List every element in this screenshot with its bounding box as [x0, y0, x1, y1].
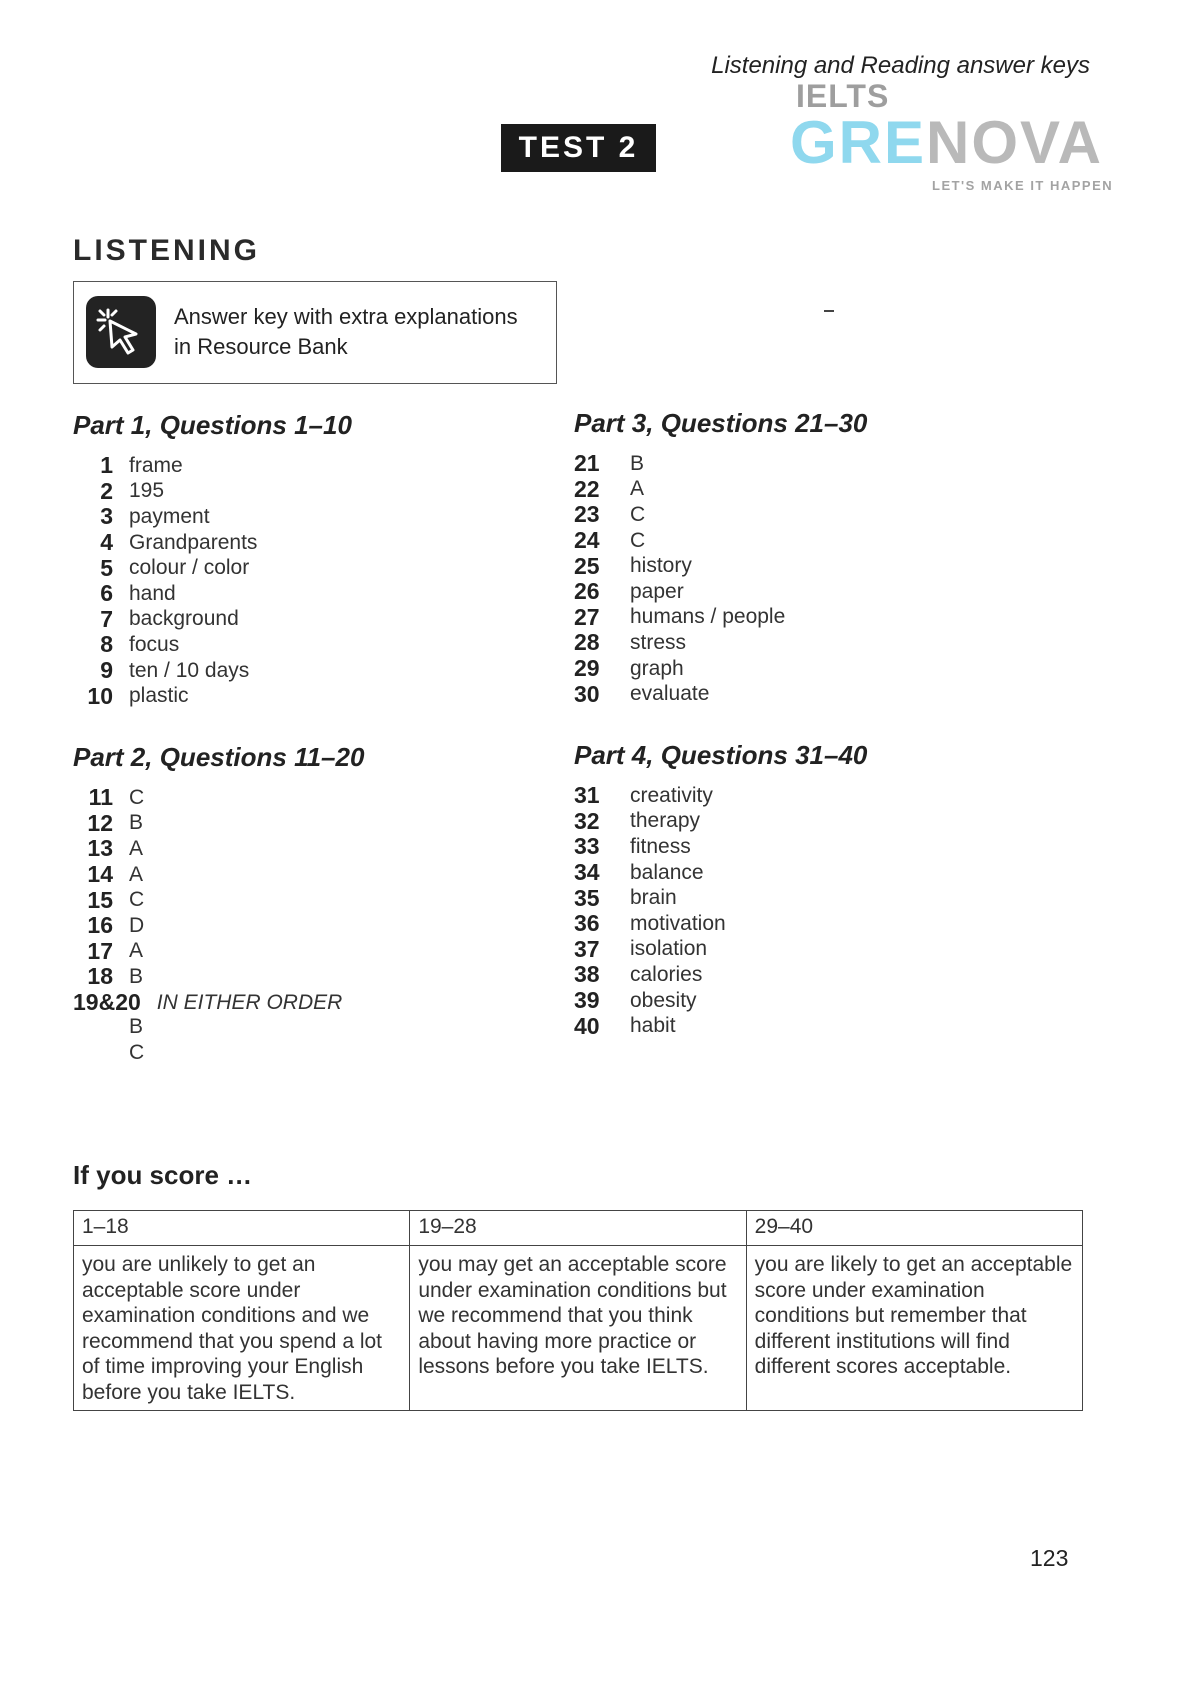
question-number: 12	[87, 809, 113, 836]
list-item	[574, 477, 867, 503]
list-item	[73, 632, 352, 658]
answer: D	[129, 913, 145, 937]
table-header-row	[74, 1211, 1083, 1246]
question-number: 9	[100, 657, 113, 684]
answer: B	[129, 964, 144, 988]
answer: 195	[129, 479, 165, 503]
list-item	[73, 939, 364, 965]
list-item	[574, 809, 867, 835]
either-order-row	[73, 990, 364, 1016]
list-item	[574, 502, 867, 528]
answer: payment	[129, 504, 210, 528]
resource-bank-text	[174, 302, 549, 362]
list-item	[574, 553, 867, 579]
answer: frame	[129, 453, 183, 477]
header-note: Listening and Reading answer keys	[711, 52, 1090, 79]
list-item	[574, 528, 867, 554]
answer: C	[129, 888, 145, 912]
question-number: 35	[574, 884, 600, 911]
list-item	[574, 656, 867, 682]
list-item	[73, 887, 364, 913]
question-number: 3	[100, 503, 113, 530]
answer: A	[129, 836, 144, 860]
list-item	[73, 836, 364, 862]
question-number: 19&20	[73, 989, 141, 1016]
answer: C	[630, 528, 646, 552]
resource-line-1: Answer key with extra explanations	[174, 304, 518, 329]
part2-list	[73, 785, 364, 990]
question-number: 14	[87, 861, 113, 888]
list-item	[574, 885, 867, 911]
part4-title: Part 4, Questions 31–40	[574, 740, 868, 770]
question-number: 10	[87, 682, 113, 709]
logo-tagline: LET'S MAKE IT HAPPEN	[932, 178, 1114, 193]
question-number: 37	[574, 935, 600, 962]
answer: B	[129, 811, 144, 835]
answer: balance	[630, 860, 704, 884]
answer: paper	[630, 579, 684, 603]
list-item	[73, 504, 352, 530]
list-item	[574, 605, 867, 631]
resource-bank-box	[73, 281, 557, 384]
answer: A	[129, 862, 144, 886]
answer: habit	[630, 1014, 676, 1038]
question-number: 38	[574, 961, 600, 988]
list-item	[574, 911, 867, 937]
answer: calories	[630, 962, 703, 986]
score-table	[73, 1210, 1083, 1411]
question-number: 23	[574, 501, 600, 528]
answer: graph	[630, 656, 684, 680]
answer: stress	[630, 630, 687, 654]
logo-wordmark	[790, 108, 1103, 177]
list-item	[574, 1013, 867, 1039]
question-number: 32	[574, 807, 600, 834]
question-number: 22	[574, 475, 600, 502]
question-number: 33	[574, 833, 600, 860]
list-item	[73, 683, 352, 709]
list-item	[73, 964, 364, 990]
list-item	[73, 658, 352, 684]
part1-list	[73, 453, 352, 709]
page-number: 123	[1030, 1545, 1069, 1571]
logo-ielts-text: IELTS	[796, 78, 890, 114]
question-number: 30	[574, 680, 600, 707]
answer: B	[129, 1015, 144, 1039]
list-item	[73, 555, 352, 581]
answer: A	[630, 477, 645, 501]
question-number: 4	[100, 529, 113, 556]
question-number: 5	[100, 554, 113, 581]
part2-block	[73, 742, 364, 1067]
resource-line-2: in Resource Bank	[174, 334, 348, 359]
list-item	[574, 451, 867, 477]
list-item	[574, 962, 867, 988]
part1-block	[73, 410, 352, 709]
question-number: 40	[574, 1012, 600, 1039]
list-item	[73, 453, 352, 479]
list-item	[73, 530, 352, 556]
brand-logo	[790, 78, 1120, 198]
answer: C	[129, 1040, 145, 1064]
question-number: 13	[87, 835, 113, 862]
part2-title: Part 2, Questions 11–20	[73, 742, 365, 772]
part1-title: Part 1, Questions 1–10	[73, 410, 352, 440]
list-item	[574, 937, 867, 963]
question-number: 11	[88, 784, 113, 811]
score-title: If you score …	[73, 1160, 253, 1190]
answer: C	[630, 502, 646, 526]
question-number: 29	[574, 655, 600, 682]
answer: motivation	[630, 911, 726, 935]
part4-list	[574, 783, 867, 1039]
list-item	[73, 811, 364, 837]
question-number: 36	[574, 910, 600, 937]
answer: B	[630, 451, 645, 475]
logo-gre-text: GRE	[790, 109, 927, 176]
list-item	[574, 681, 867, 707]
answer: obesity	[630, 988, 697, 1012]
part3-block	[574, 408, 867, 707]
question-number: 24	[574, 527, 600, 554]
part3-title: Part 3, Questions 21–30	[574, 408, 868, 438]
score-range-header: 19–28	[410, 1211, 746, 1246]
question-number: 18	[87, 963, 113, 990]
question-number: 21	[574, 450, 600, 477]
question-number: 31	[574, 782, 600, 809]
answer: A	[129, 939, 144, 963]
question-number: 34	[574, 859, 600, 886]
answer: humans / people	[630, 605, 786, 629]
list-item	[73, 581, 352, 607]
answer: plastic	[129, 684, 189, 708]
score-range-header: 29–40	[746, 1211, 1082, 1246]
question-number: 6	[100, 580, 113, 607]
logo-nova-text: NOVA	[926, 109, 1103, 176]
answer: focus	[129, 632, 180, 656]
test-label-badge: TEST 2	[501, 124, 656, 172]
question-number: 15	[87, 886, 113, 913]
list-item	[574, 988, 867, 1014]
list-item	[574, 834, 867, 860]
answer: creativity	[630, 783, 713, 807]
answer: therapy	[630, 809, 701, 833]
list-item	[574, 783, 867, 809]
list-item	[574, 630, 867, 656]
score-description: you are likely to get an acceptable score under examination conditions but remember that different institutions will find different scores acceptable.	[746, 1246, 1082, 1411]
answer: Grandparents	[129, 530, 258, 554]
answer: isolation	[630, 937, 708, 961]
question-number: 16	[87, 912, 113, 939]
question-number: 27	[574, 603, 600, 630]
question-number: 2	[100, 477, 113, 504]
list-item	[574, 860, 867, 886]
answer: colour / color	[129, 556, 250, 580]
score-description: you are unlikely to get an acceptable score under examination conditions and we recommend that you spend a lot of time improving your English before you take IELTS.	[74, 1246, 410, 1411]
answer: ten / 10 days	[129, 658, 250, 682]
score-range-header: 1–18	[74, 1211, 410, 1246]
question-number: 39	[574, 987, 600, 1014]
part3-list	[574, 451, 867, 707]
question-number: 25	[574, 552, 600, 579]
answer: history	[630, 554, 692, 578]
list-item	[73, 785, 364, 811]
answer: C	[129, 785, 145, 809]
question-number: 8	[100, 631, 113, 658]
table-row	[74, 1246, 1083, 1411]
answer: brain	[630, 886, 677, 910]
list-item	[73, 479, 352, 505]
question-number: 28	[574, 629, 600, 656]
list-item	[73, 607, 352, 633]
question-number: 17	[87, 937, 113, 964]
either-order-note: IN EITHER ORDER	[156, 990, 343, 1014]
answer: hand	[129, 581, 176, 605]
stray-mark	[824, 310, 834, 312]
question-number: 1	[100, 452, 113, 479]
section-title: LISTENING	[73, 234, 261, 267]
list-item	[73, 913, 364, 939]
list-item	[73, 862, 364, 888]
list-item	[574, 579, 867, 605]
cursor-click-icon	[86, 296, 156, 368]
answer: fitness	[630, 834, 691, 858]
answer: evaluate	[630, 682, 710, 706]
answer: background	[129, 607, 239, 631]
question-number: 7	[100, 605, 113, 632]
score-description: you may get an acceptable score under examination conditions but we recommend that you think about having more practice or lessons before you take IELTS.	[410, 1246, 746, 1411]
part4-block	[574, 740, 867, 1039]
question-number: 26	[574, 578, 600, 605]
